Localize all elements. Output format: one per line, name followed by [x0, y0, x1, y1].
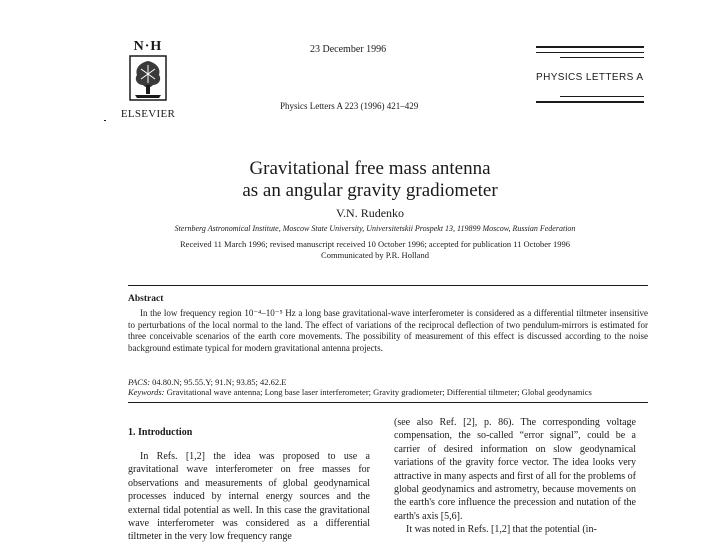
journal-rule-4: [560, 96, 644, 97]
journal-rule-5: [536, 101, 644, 103]
body-paragraph: It was noted in Refs. [1,2] that the potential (in-: [406, 524, 597, 536]
keywords-line: [128, 387, 592, 397]
received-line: Received 11 March 1996; revised manuscript received 10 October 1996; accepted for publication 11 October 1996: [180, 239, 570, 249]
header-divider-short: [104, 120, 106, 121]
journal-rule-1: [536, 46, 644, 48]
received-dates: [110, 239, 640, 261]
journal-name: PHYSICS LETTERS A: [536, 72, 644, 83]
communicated-line: Communicated by P.R. Holland: [321, 250, 429, 260]
journal-citation: Physics Letters A 223 (1996) 421–429: [280, 101, 419, 111]
publisher-logo-text: N·H: [133, 39, 163, 54]
title-line-2: as an angular gravity gradiometer: [242, 180, 498, 201]
pacs-label: PACS:: [128, 377, 151, 387]
journal-rule-3: [560, 57, 644, 58]
abstract-body: [128, 308, 648, 354]
section-heading: 1. Introduction: [128, 427, 193, 438]
body-column-left: [128, 450, 370, 544]
abstract-bottom-rule: [128, 402, 648, 403]
keywords-values: Gravitational wave antenna; Long base laser interferometer; Gravity gradiometer; Differential tiltmeter; Global geodynamics: [166, 387, 592, 397]
elsevier-tree-icon: [129, 55, 167, 101]
abstract-text: In the low frequency region 10⁻⁴–10⁻⁵ Hz a long base gravitational-wave interferometer is considered as a differential tiltmeter insensitive to perturbations of the local normal to the land. The effect of variations of the reciprocal deflection of two pendulum-mirrors is estimated for three conceivable scenarios of the earth core movements. The possibility of measurement of this effect is discussed according to the noise background estimate typical for modern gravitational antenna projects.: [128, 308, 648, 353]
issue-date: 23 December 1996: [310, 44, 387, 55]
journal-rule-2: [536, 52, 644, 53]
title-line-1: Gravitational free mass antenna: [249, 158, 491, 179]
author-affiliation: Sternberg Astronomical Institute, Moscow State University, Universitetskii Prospekt 13, 119899 Moscow, Russian Federation: [174, 224, 576, 233]
body-paragraph: (see also Ref. [2], p. 86). The corresponding voltage compensation, the so-called “error signal”, could be a carrier of desired information on slow geodynamical variations of the gravity force vector. The idea looks very attractive in many aspects and first of all for the problems of global geodynamics and astrometry, because movements on the earth's core influence the precession and nutation of the earth's axis [5,6].: [394, 417, 636, 522]
body-paragraph: In Refs. [1,2] the idea was proposed to use a gravitational wave interferometer on free masses for observations and measurements of global geodynamical processes induced by internal energy sources and the external tidal potential as well. In this case the gravitational wave interferometer was considered as a differential tiltmeter in the very low frequency range: [128, 451, 370, 543]
keywords-label: Keywords:: [128, 387, 165, 397]
abstract-heading: Abstract: [128, 294, 164, 304]
body-column-right: [394, 416, 636, 537]
publisher-name: ELSEVIER: [120, 108, 176, 120]
pacs-line: [128, 377, 286, 387]
pacs-values: 04.80.N; 95.55.Y; 91.N; 93.85; 42.62.E: [152, 377, 287, 387]
article-title: [160, 158, 580, 202]
abstract-top-rule: [128, 285, 648, 286]
author-name: V.N. Rudenko: [335, 206, 405, 220]
publisher-logo: [118, 40, 178, 120]
